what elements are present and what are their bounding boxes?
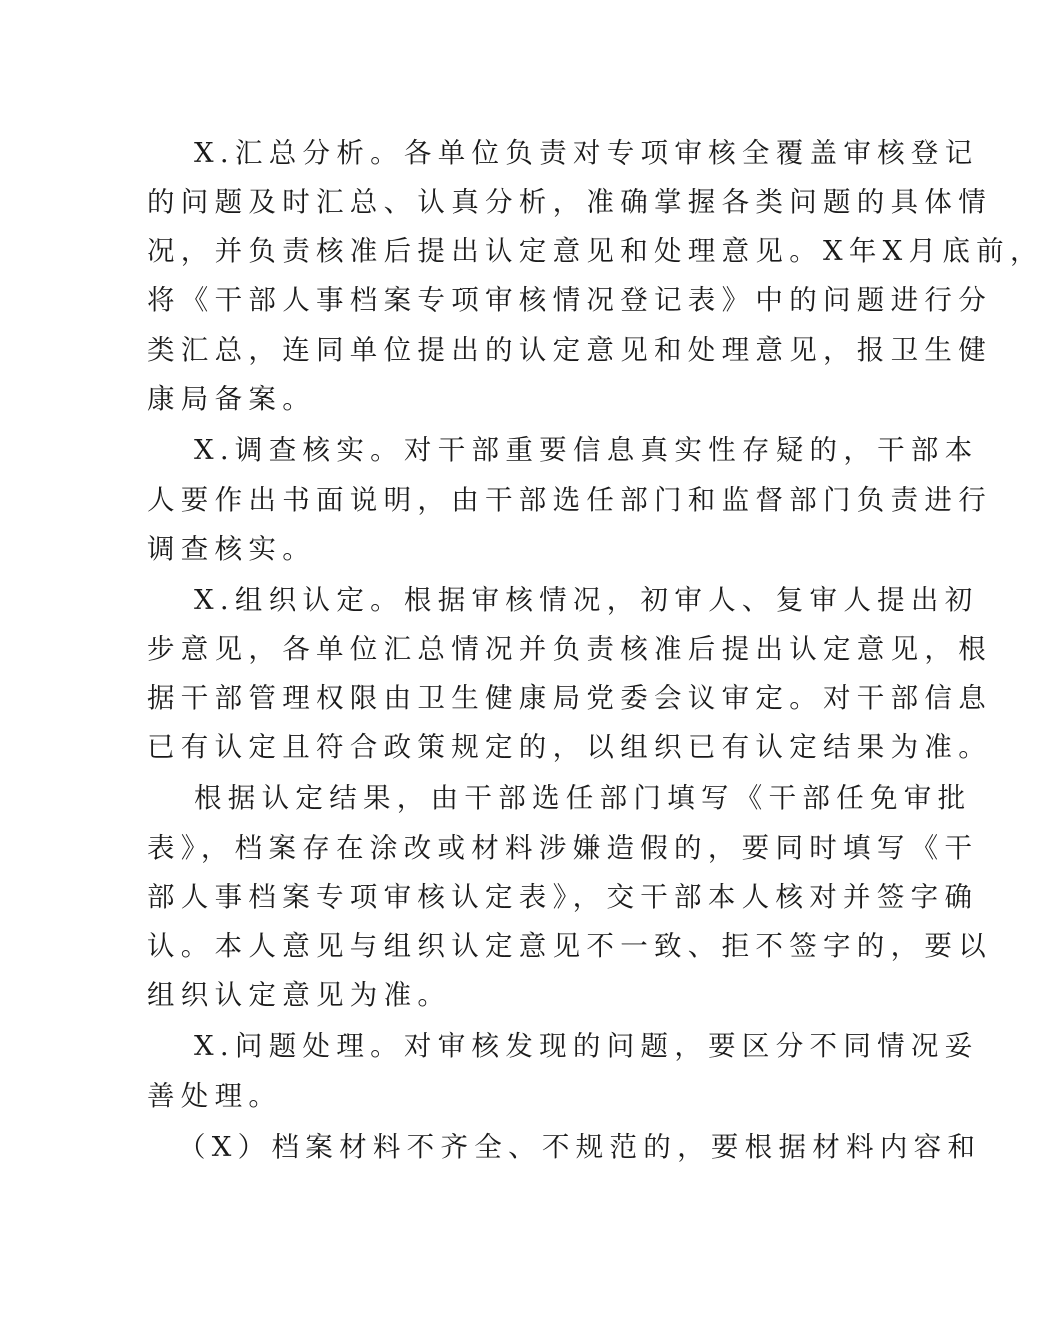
text-line-subitem-1: （X）档案材料不齐全、不规范的，要根据材料内容和 xyxy=(178,1131,982,1163)
text-line-result-4: 认。本人意见与组织认定意见不一致、拒不签字的，要以 xyxy=(147,930,992,962)
text-line-investigate-1: X.调查核实。对干部重要信息真实性存疑的，干部本 xyxy=(194,434,979,466)
text-line-handling-2: 善处理。 xyxy=(147,1080,283,1112)
text-line-recognize-3: 据干部管理权限由卫生健康局党委会议审定。对干部信息 xyxy=(147,682,992,714)
text-line-recognize-2: 步意见，各单位汇总情况并负责核准后提出认定意见，根 xyxy=(147,633,992,665)
text-line-handling-1: X.问题处理。对审核发现的问题，要区分不同情况妥 xyxy=(194,1030,979,1062)
text-line-result-1: 根据认定结果，由干部选任部门填写《干部任免审批 xyxy=(194,782,972,814)
text-line-recognize-1: X.组织认定。根据审核情况，初审人、复审人提出初 xyxy=(194,584,979,616)
text-line-result-3: 部人事档案专项审核认定表》，交干部本人核对并签字确 xyxy=(147,881,979,913)
text-line-summary-4: 将《干部人事档案专项审核情况登记表》中的问题进行分 xyxy=(147,284,992,316)
text-line-investigate-2: 人要作出书面说明，由干部选任部门和监督部门负责进行 xyxy=(147,484,992,516)
text-line-summary-2: 的问题及时汇总、认真分析，准确掌握各类问题的具体情 xyxy=(147,186,992,218)
text-line-summary-5: 类汇总，连同单位提出的认定意见和处理意见，报卫生健 xyxy=(147,334,992,366)
text-line-recognize-4: 已有认定且符合政策规定的，以组织已有认定结果为准。 xyxy=(147,731,992,763)
text-line-summary-6: 康局备案。 xyxy=(147,383,316,415)
text-line-result-5: 组织认定意见为准。 xyxy=(147,979,452,1011)
text-line-result-2: 表》，档案存在涂改或材料涉嫌造假的，要同时填写《干 xyxy=(147,832,979,864)
text-line-summary-3: 况，并负责核准后提出认定意见和处理意见。X年X月底前， xyxy=(147,235,1044,267)
text-line-summary-1: X.汇总分析。各单位负责对专项审核全覆盖审核登记 xyxy=(194,137,979,169)
text-line-investigate-3: 调查核实。 xyxy=(147,533,316,565)
